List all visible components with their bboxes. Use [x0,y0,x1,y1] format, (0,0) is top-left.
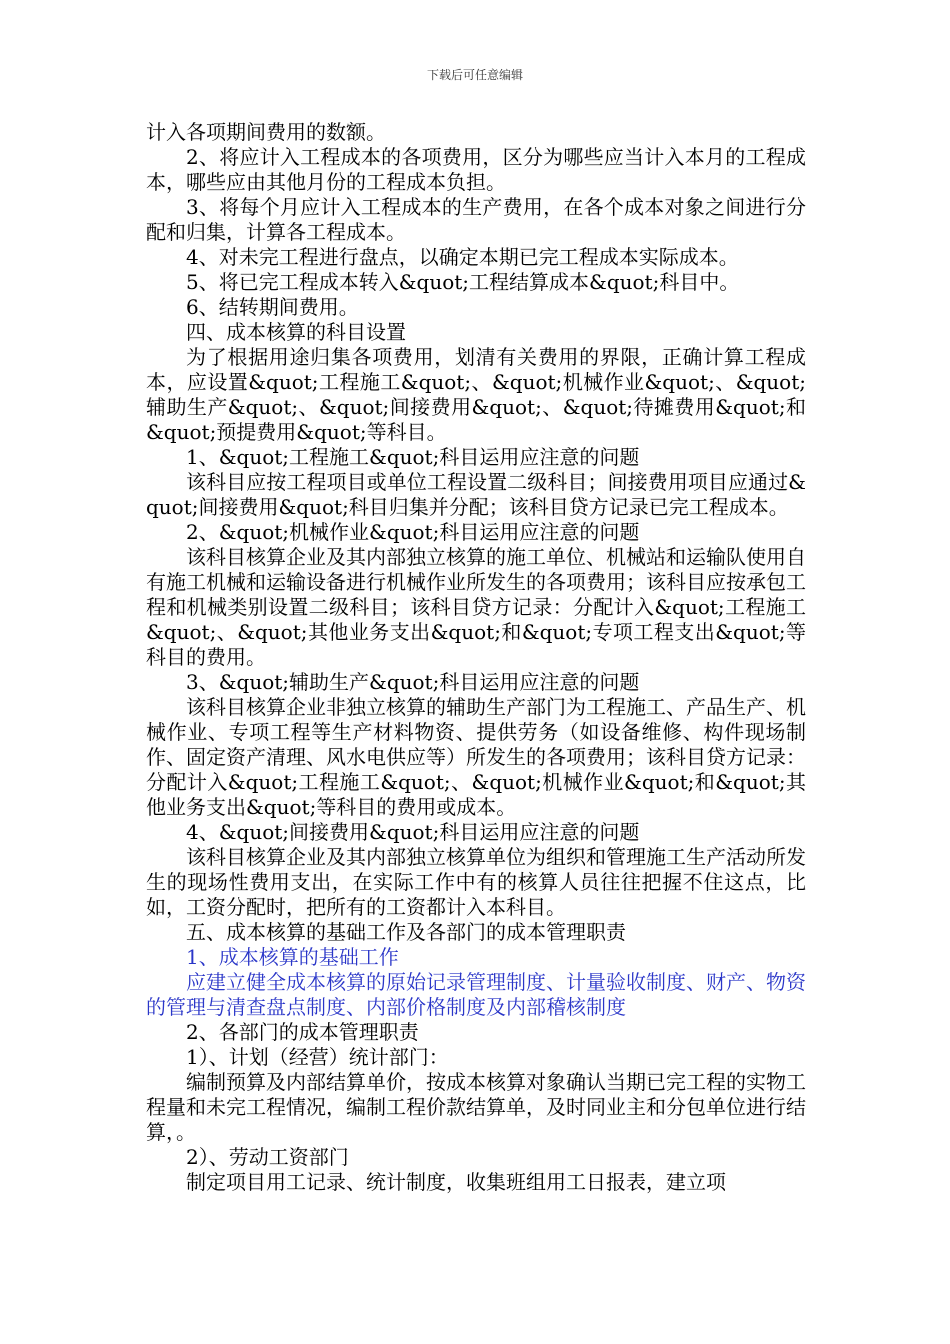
subsection-heading: 3、&quot;辅助生产&quot;科目运用应注意的问题 [186,670,640,694]
paragraph: 计入各项期间费用的数额。 [146,120,386,144]
subsection-heading: 1、成本核算的基础工作 [186,945,399,969]
paragraph: 该科目核算企业及其内部独立核算的施工单位、机械站和运输队使用自有施工机械和运输设备进行机械作业所发生的各项费用；该科目应按承包工程和机械类别设置二级科目；该科目贷方记录：分配计入&quot;工程施工&quot;、&quot;其他业务支出&quot;和&quot;专项工程支出&quot;等科目的费用。 [146,545,806,669]
subsection-heading: 2）、劳动工资部门 [186,1145,349,1169]
paragraph: 该科目核算企业非独立核算的辅助生产部门为工程施工、产品生产、机械作业、专项工程等生产材料物资、提供劳务（如设备维修、构件现场制作、固定资产清理、风水电供应等）所发生的各项费用；该科目贷方记录：分配计入&quot;工程施工&quot;、&quot;机械作业&quot;和&quot;其他业务支出&quot;等科目的费用或成本。 [146,695,806,819]
paragraph: 应建立健全成本核算的原始记录管理制度、计量验收制度、财产、物资的管理与清查盘点制度、内部价格制度及内部稽核制度 [146,970,806,1019]
subsection-heading: 2、&quot;机械作业&quot;科目运用应注意的问题 [186,520,640,544]
subsection-heading: 1）、计划（经营）统计部门： [186,1045,449,1069]
subsection-heading: 2、各部门的成本管理职责 [186,1020,419,1044]
subsection-heading: 4、&quot;间接费用&quot;科目运用应注意的问题 [186,820,640,844]
document-body [146,120,806,1195]
paragraph: 6、结转期间费用。 [186,295,359,319]
paragraph: 为了根据用途归集各项费用，划清有关费用的界限，正确计算工程成本，应设置&quot;工程施工&quot;、&quot;机械作业&quot;、&quot;辅助生产&quot;、&quot;间接费用&quot;、&quot;待摊费用&quot;和&quot;预提费用&quot;等科目。 [146,345,806,444]
paragraph: 编制预算及内部结算单价，按成本核算对象确认当期已完工程的实物工程量和未完工程情况，编制工程价款结算单，及时同业主和分包单位进行结算，。 [146,1070,806,1144]
paragraph: 制定项目用工记录、统计制度，收集班组用工日报表，建立项 [186,1170,726,1194]
paragraph: 2、将应计入工程成本的各项费用，区分为哪些应当计入本月的工程成本，哪些应由其他月份的工程成本负担。 [146,145,806,194]
paragraph: 该科目核算企业及其内部独立核算单位为组织和管理施工生产活动所发生的现场性费用支出，在实际工作中有的核算人员往往把握不住这点，比如，工资分配时，把所有的工资都计入本科目。 [146,845,806,919]
paragraph: 4、对未完工程进行盘点，以确定本期已完工程成本实际成本。 [186,245,739,269]
subsection-heading: 1、&quot;工程施工&quot;科目运用应注意的问题 [186,445,640,469]
section-heading: 四、成本核算的科目设置 [186,320,406,344]
section-heading: 五、成本核算的基础工作及各部门的成本管理职责 [186,920,626,944]
paragraph: 该科目应按工程项目或单位工程设置二级科目；间接费用项目应通过&quot;间接费用&quot;科目归集并分配；该科目贷方记录已完工程成本。 [146,470,806,519]
paragraph: 5、将已完工程成本转入&quot;工程结算成本&quot;科目中。 [186,270,740,294]
page-header: 下载后可任意编辑 [426,68,523,82]
paragraph: 3、将每个月应计入工程成本的生产费用，在各个成本对象之间进行分配和归集，计算各工程成本。 [146,195,806,244]
